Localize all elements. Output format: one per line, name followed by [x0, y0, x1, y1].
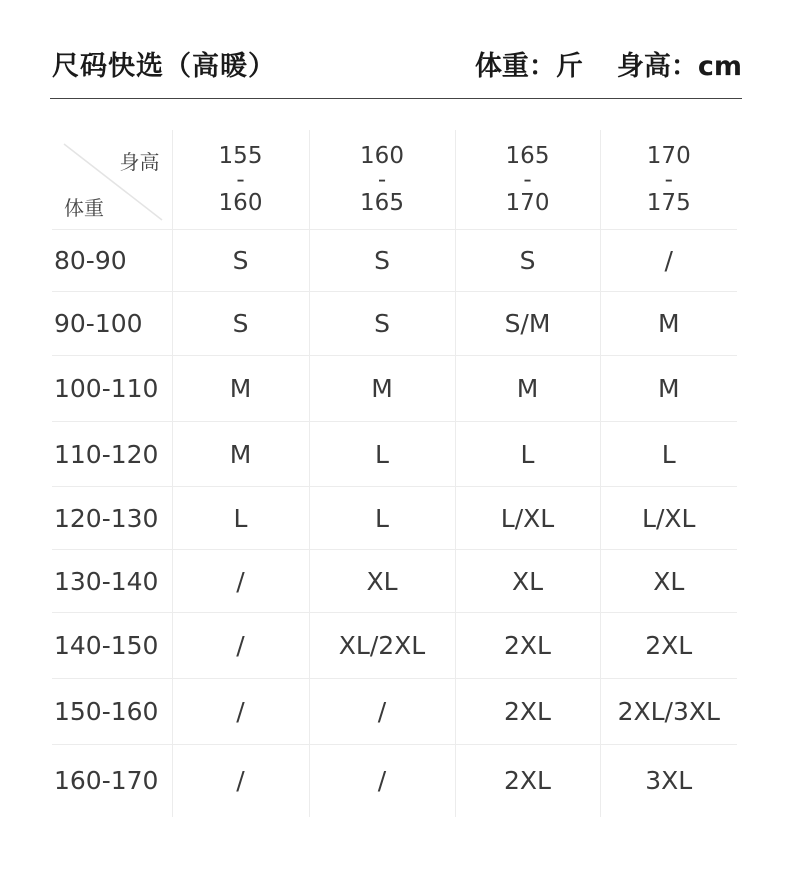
- page-title: 尺码快选（高暖）: [52, 51, 276, 82]
- size-cell: 2XL: [600, 613, 737, 679]
- table-row: [52, 230, 737, 292]
- weight-range-cell: 120-130: [52, 487, 172, 550]
- size-cell: M: [172, 356, 309, 422]
- weight-range-cell: 110-120: [52, 422, 172, 487]
- size-cell: L/XL: [455, 487, 600, 550]
- height-column-header: [309, 130, 455, 230]
- size-cell: /: [309, 679, 455, 745]
- unit-legend: [475, 44, 742, 83]
- size-cell: S: [172, 292, 309, 356]
- height-range-separator: -: [377, 166, 387, 193]
- table-row: [52, 356, 737, 422]
- height-column-header: [172, 130, 309, 230]
- size-cell: S: [309, 292, 455, 356]
- table-row: [52, 422, 737, 487]
- size-cell: S: [455, 230, 600, 292]
- size-cell: M: [600, 292, 737, 356]
- header-divider: [50, 98, 742, 99]
- size-cell: /: [172, 613, 309, 679]
- size-cell: /: [172, 679, 309, 745]
- size-cell: 3XL: [600, 745, 737, 817]
- weight-range-cell: 100-110: [52, 356, 172, 422]
- weight-range-cell: 150-160: [52, 679, 172, 745]
- weight-unit-label: 体重：斤: [474, 51, 583, 82]
- size-cell: XL: [455, 550, 600, 613]
- size-cell: L: [172, 487, 309, 550]
- corner-cell: [52, 130, 172, 230]
- size-cell: M: [309, 356, 455, 422]
- height-range-from: 160: [360, 142, 404, 169]
- table-row: [52, 679, 737, 745]
- size-cell: M: [172, 422, 309, 487]
- weight-range-cell: 130-140: [52, 550, 172, 613]
- size-cell: M: [600, 356, 737, 422]
- table-header-row: [52, 130, 737, 230]
- height-column-header: [600, 130, 737, 230]
- size-cell: L/XL: [600, 487, 737, 550]
- height-range-separator: -: [523, 166, 532, 193]
- height-unit-label: 身高：cm: [616, 51, 742, 82]
- weight-range-cell: 80-90: [52, 230, 172, 292]
- size-cell: /: [600, 230, 737, 292]
- height-range-to: 160: [218, 189, 263, 216]
- size-cell: S: [309, 230, 455, 292]
- height-range-to: 165: [360, 189, 404, 216]
- height-range-to: 175: [646, 189, 691, 216]
- size-cell: S/M: [455, 292, 600, 356]
- corner-height-label: 身高: [119, 150, 160, 174]
- size-cell: XL: [309, 550, 455, 613]
- size-cell: XL: [600, 550, 737, 613]
- size-cell: 2XL: [455, 745, 600, 817]
- height-range-separator: -: [664, 166, 673, 193]
- size-cell: L: [309, 422, 455, 487]
- weight-range-cell: 90-100: [52, 292, 172, 356]
- height-range-from: 155: [218, 142, 263, 169]
- weight-range-cell: 140-150: [52, 613, 172, 679]
- page-header: [52, 44, 742, 84]
- size-cell: 2XL/3XL: [600, 679, 737, 745]
- height-column-header: [455, 130, 600, 230]
- size-cell: /: [309, 745, 455, 817]
- size-cell: S: [172, 230, 309, 292]
- size-cell: L: [455, 422, 600, 487]
- size-chart-table: [52, 130, 737, 817]
- height-range-separator: -: [236, 166, 245, 193]
- size-cell: /: [172, 550, 309, 613]
- size-cell: XL/2XL: [309, 613, 455, 679]
- height-range-to: 170: [505, 189, 550, 216]
- table-row: [52, 745, 737, 817]
- size-cell: 2XL: [455, 679, 600, 745]
- size-cell: /: [172, 745, 309, 817]
- size-cell: 2XL: [455, 613, 600, 679]
- table-row: [52, 550, 737, 613]
- size-cell: L: [600, 422, 737, 487]
- height-range-from: 170: [646, 142, 691, 169]
- height-range-from: 165: [505, 142, 550, 169]
- corner-weight-label: 体重: [64, 196, 104, 220]
- weight-range-cell: 160-170: [52, 745, 172, 817]
- table-row: [52, 487, 737, 550]
- table-row: [52, 292, 737, 356]
- size-cell: L: [309, 487, 455, 550]
- size-cell: M: [455, 356, 600, 422]
- table-row: [52, 613, 737, 679]
